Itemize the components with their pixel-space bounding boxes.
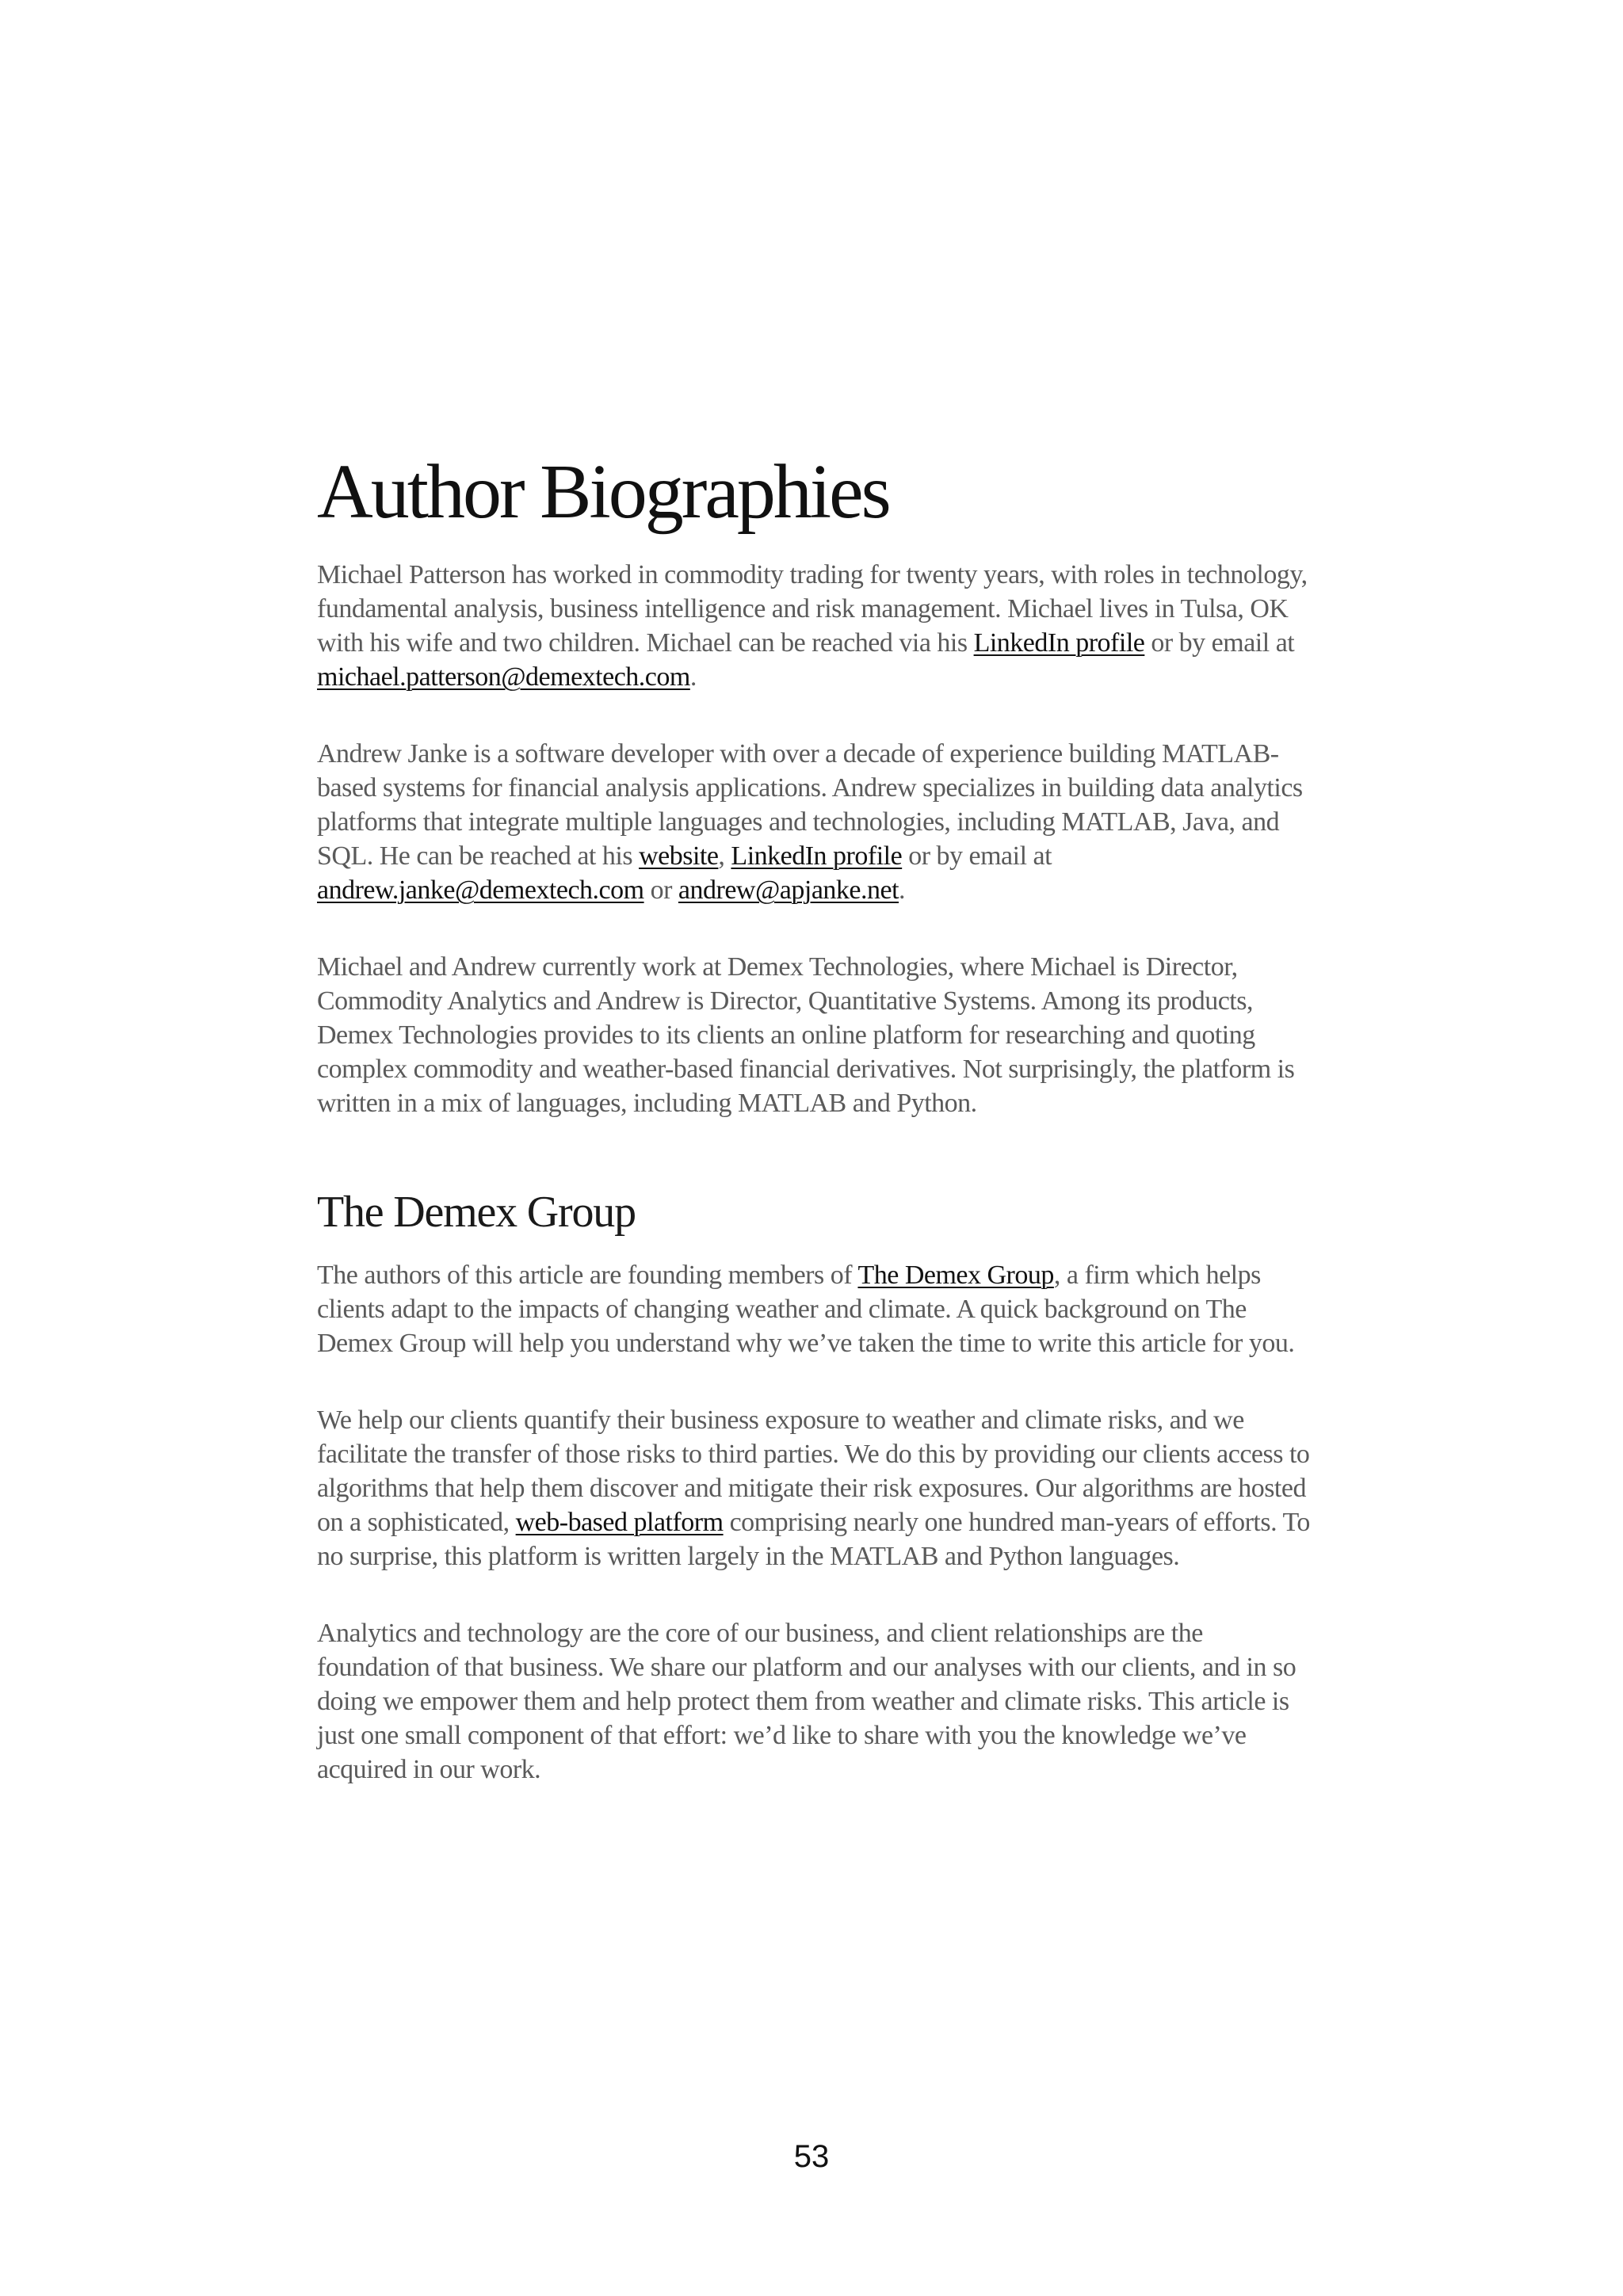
demex2-text-2: comprising nearly one hundred man-years of efforts. To no surprise, this platform is written largely in the MATLAB and Python languages. [317, 1508, 1310, 1571]
andrew-website-link[interactable]: website [639, 841, 719, 871]
bio1-text-2: or by email at [1144, 628, 1295, 658]
demex-paragraph-3: Analytics and technology are the core of our business, and client relationships are the foundation of that business. We share our platform and our analyses with our clients, and in so doing we empower them and help protect them from weather and climate risks. This article is just one small component of that effort: we’d like to share with you the knowledge we’ve acquired in our work. [317, 1619, 1296, 1784]
demex-paragraph-1 [317, 1258, 1322, 1360]
andrew-personal-email-link[interactable]: andrew@apjanke.net [678, 875, 899, 905]
bio-michael-patterson [317, 558, 1322, 694]
page-number: 53 [793, 2139, 830, 2174]
web-based-platform-link[interactable]: web-based platform [515, 1508, 724, 1537]
demex-paragraph-2 [317, 1403, 1322, 1573]
bio2-text-5: . [899, 875, 906, 905]
demex2-text-1: We help our clients quantify their business exposure to weather and climate risks, and we facilitate the transfer of those risks to third parties. We do this by providing our clients access to algorithms that help them discover and mitigate their risk exposures. Our algorithms are hosted on a sophisticated, [317, 1405, 1310, 1537]
page-content [317, 449, 1322, 1829]
page-title: Author Biographies [317, 449, 889, 535]
demex-group-link[interactable]: The Demex Group [857, 1261, 1054, 1290]
bio2-text-1: Andrew Janke is a software developer with over a decade of experience building MATLAB-based systems for financial analysis applications. Andrew specializes in building data analytics platforms that integrate multiple languages and technologies, including MATLAB, Java, and SQL. He can be reached at his [317, 739, 1303, 871]
demex1-text-1: The authors of this article are founding members of [317, 1261, 858, 1290]
bio-demex-technologies: Michael and Andrew currently work at Demex Technologies, where Michael is Director, Commodity Analytics and Andrew is Director, Quantitative Systems. Among its products, Demex Technologies provides to its clients an online platform for researching and quoting complex commodity and weather-based financial derivatives. Not surprisingly, the platform is written in a mix of languages, including MATLAB and Python. [317, 952, 1295, 1118]
bio1-text-1: Michael Patterson has worked in commodity trading for twenty years, with roles in technology, fundamental analysis, business intelligence and risk management. Michael lives in Tulsa, OK with his wife and two children. Michael can be reached via his [317, 560, 1308, 658]
demex1-text-2: , a firm which helps clients adapt to the impacts of changing weather and climate. A quick background on The Demex Group will help you understand why we’ve taken the time to write this article for you. [317, 1261, 1295, 1358]
andrew-linkedin-link[interactable]: LinkedIn profile [731, 841, 903, 871]
michael-email-link[interactable]: michael.patterson@demextech.com [317, 662, 690, 692]
andrew-work-email-link[interactable]: andrew.janke@demextech.com [317, 875, 644, 905]
bio2-text-4: or [643, 875, 678, 905]
michael-linkedin-link[interactable]: LinkedIn profile [973, 628, 1145, 658]
bio2-text-2: , [718, 841, 731, 871]
section-heading-demex-group: The Demex Group [317, 1188, 636, 1237]
bio2-text-3: or by email at [902, 841, 1052, 871]
bio-andrew-janke [317, 737, 1322, 907]
bio1-text-3: . [689, 662, 697, 692]
